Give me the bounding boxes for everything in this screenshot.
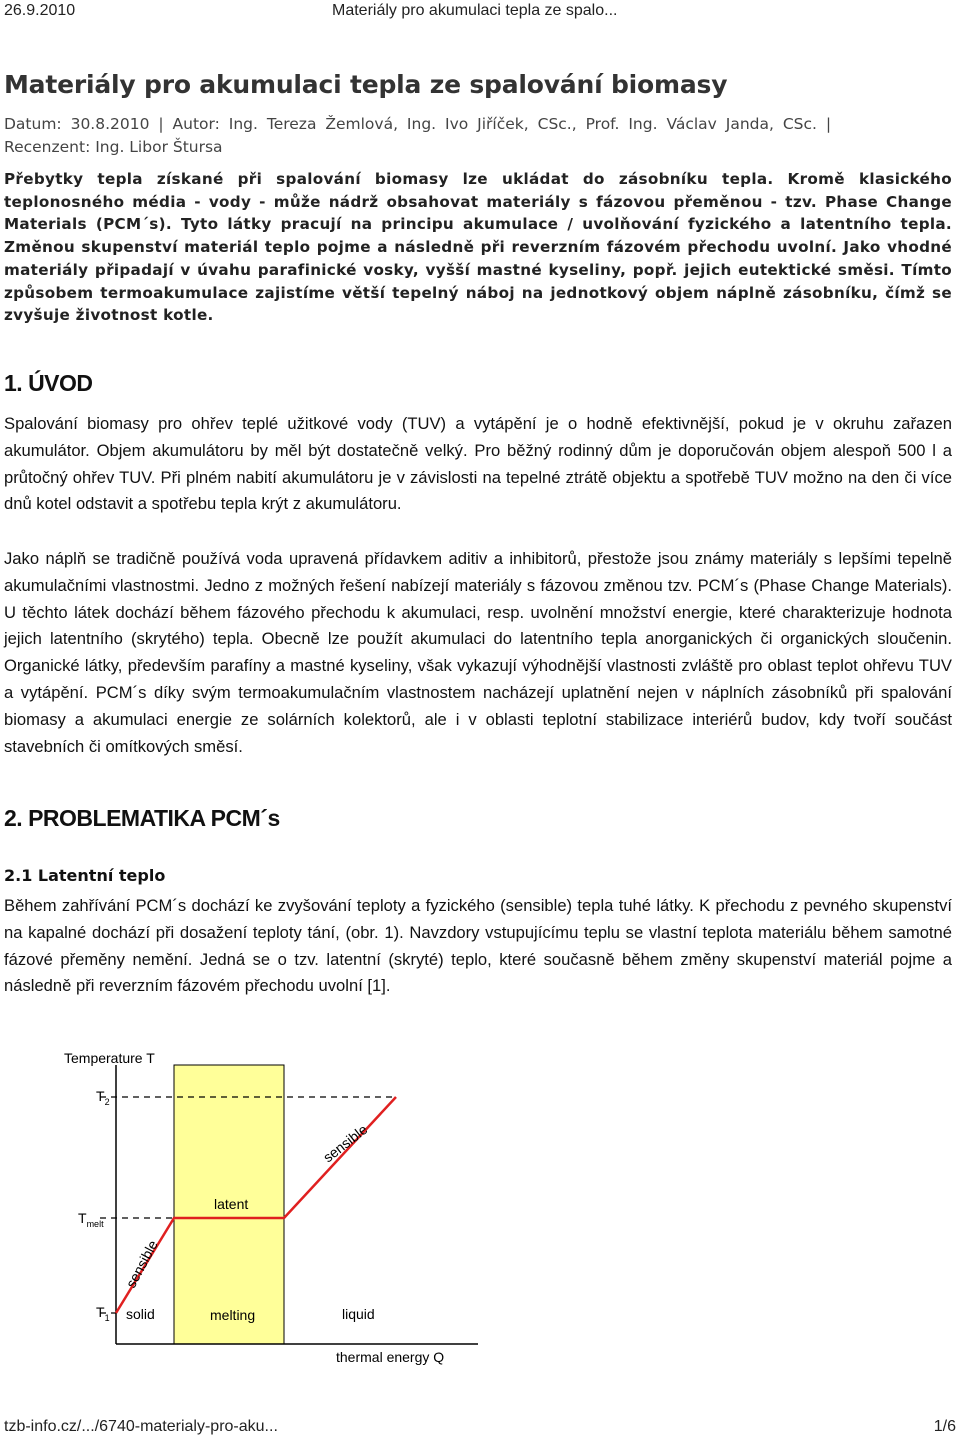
solid-label: solid (126, 1306, 155, 1322)
meta-reviewer: Recenzent: Ing. Libor Štursa (4, 138, 223, 156)
tick-t2-subscript: 2 (104, 1097, 110, 1107)
liquid-label: liquid (342, 1306, 375, 1322)
print-footer (4, 1418, 956, 1440)
print-header (4, 2, 956, 24)
figure-phase-change-diagram (58, 1043, 498, 1368)
intro-paragraph-2: Jako náplň se tradičně používá voda upravená přídavkem aditiv a inhibitorů, přestože jsou známy materiály s lepšími tepelně akumulačními vlastnostmi. Jedno z možných řešení nabízejí materiály s fázovou změnou tzv. PCM´s (Phase Change Materials). U těchto látek dochází během fázového přechodu k akumulaci, resp. uvolnění množství energie, které charakterizuje hodnota jejich latentního (skrytého) tepla. Obecně lze použít akumulaci do latentního tepla anorganických či organických sloučenin. Organické látky, především parafíny a mastné kyseliny, však vykazují výhodnější vlastnosti zvláště pro oblast teplot ohřevu TUV a vytápění. PCM´s díky svým termoakumulačním vlastnostem nacházejí uplatnění nejen v náplních zásobníků při spalování biomasy a akumulaci energie ze solárních kolektorů, ale i v oblasti teplotní stabilizace interiérů budov, kdy tvoří součást stavebních či omítkových směsí. (4, 549, 952, 756)
tick-t1-subscript: 1 (104, 1313, 110, 1323)
section-heading-pcm: 2. PROBLEMATIKA PCM´s (4, 805, 280, 831)
sensible-label-solid: sensible (122, 1237, 161, 1291)
tick-t1 (96, 1304, 110, 1323)
intro-paragraph-1: Spalování biomasy pro ohřev teplé užitkové vody (TUV) a vytápění je o hodně efektivnější, pokud je v okruhu zařazen akumulátor. Objem akumulátoru by měl být dostatečně velký. Pro běžný rodinný dům je doporučován objem alespoň 500 l a průtočný ohřev TUV. Při plném nabití akumulátoru je v závislosti na tepelné ztrátě objektu a spotřebě TUV možno na den či více dnů kotel odstavit a spotřebu tepla krýt z akumulátoru. (4, 414, 952, 514)
print-date: 26.9.2010 (4, 2, 76, 19)
section-heading-intro: 1. ÚVOD (4, 370, 93, 396)
print-page-title: Materiály pro akumulaci tepla ze spalo... (332, 2, 618, 19)
tick-tmelt-subscript: melt (86, 1219, 104, 1229)
tick-t2 (96, 1088, 110, 1107)
tick-t1-main: T (96, 1304, 105, 1320)
melting-label: melting (210, 1307, 256, 1323)
sensible-label-liquid: sensible (319, 1121, 371, 1166)
latent-label: latent (214, 1196, 249, 1212)
latent-heat-paragraph: Během zahřívání PCM´s dochází ke zvyšování teploty a fyzického (sensible) tepla tuhé látky. K přechodu z pevného skupenství na kapalné dochází při dosažení teploty tání, (obr. 1). Navzdory vstupujícímu teplu se vlastní teplota materiálu během samotné fázové přeměny nemění. Jedná se o tzv. latentní (skryté) teplo, které současně během změny skupenství materiál pojme a následně při reverzním fázovém přechodu uvolní [1]. (4, 896, 952, 996)
tick-t2-main: T (96, 1088, 105, 1104)
article-meta (4, 113, 954, 159)
meta-authors: Datum: 30.8.2010 | Autor: Ing. Tereza Žemlová, Ing. Ivo Jiříček, CSc., Prof. Ing. Václav Janda, CSc. | (4, 115, 832, 133)
print-url: tzb-info.cz/.../6740-materialy-pro-aku... (4, 1418, 278, 1435)
y-axis-label: Temperature T (64, 1050, 155, 1066)
article-title: Materiály pro akumulaci tepla ze spalování biomasy (4, 70, 728, 99)
article-abstract: Přebytky tepla získané při spalování biomasy lze ukládat do zásobníku tepla. Kromě klasického teplonosného média - vody - může nádrž obsahovat materiály s fázovou přeměnou - tzv. Phase Change Materials (PCM´s). Tyto látky pracují na principu akumulace / uvolňování fyzického a latentního tepla. Změnou skupenství materiál teplo pojme a následně při reverzním fázovém přechodu uvolní. Jako vhodné materiály připadají v úvahu parafinické vosky, vyšší mastné kyseliny, popř. jejich eutektické směsi. Tímto způsobem termoakumulace zajistíme větší tepelný náboj na jednotkový objem náplně zásobníku, čímž se zvyšuje životnost kotle. (4, 170, 952, 325)
x-axis-label: thermal energy Q (336, 1349, 445, 1365)
print-page-number: 1/6 (933, 1418, 956, 1435)
tick-tmelt (78, 1210, 104, 1229)
phase-change-chart (58, 1043, 498, 1368)
tick-tmelt-main: T (78, 1210, 87, 1226)
subsection-heading-latent: 2.1 Latentní teplo (4, 866, 166, 885)
